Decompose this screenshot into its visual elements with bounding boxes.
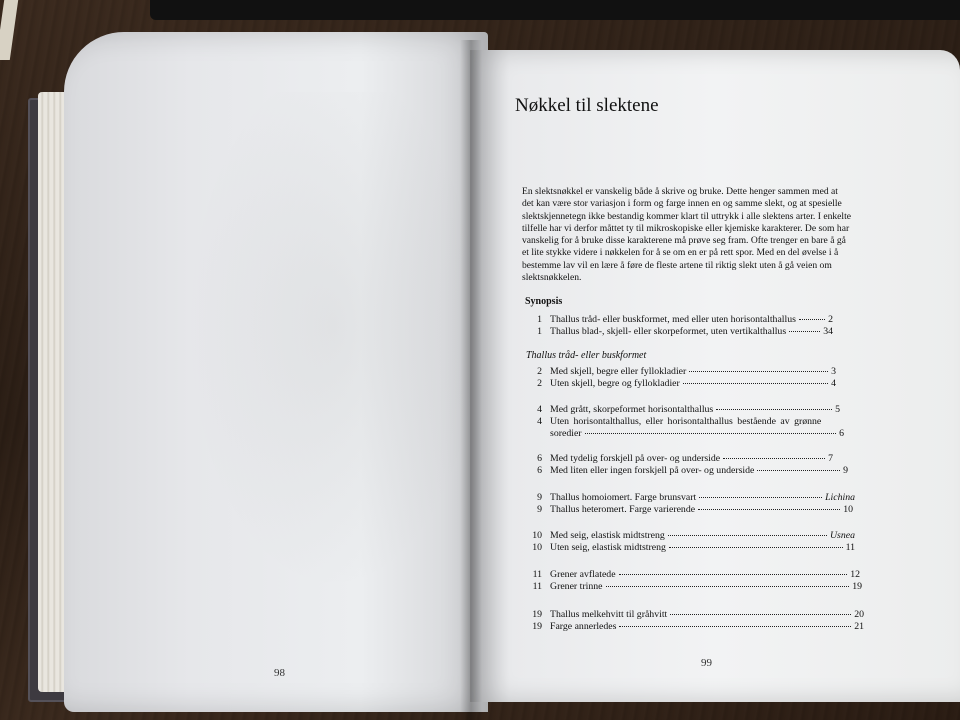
- couplet-text: Thallus homoiomert. Farge brunsvart: [550, 492, 697, 503]
- right-page-number: 99: [701, 657, 712, 669]
- couplet-text: Thallus tråd- eller buskformet, med eller uten horisontalthallus: [550, 314, 796, 325]
- leader-dots: [683, 383, 828, 384]
- key-row: [528, 621, 864, 632]
- couplet-target: 4: [831, 378, 836, 389]
- couplet-target: 2: [828, 314, 833, 325]
- leader-dots: [789, 331, 820, 332]
- key-row: [528, 542, 855, 553]
- synopsis-row: [528, 314, 833, 325]
- leader-dots: [668, 535, 827, 536]
- couplet-number: 4: [537, 416, 542, 427]
- key-row: [528, 492, 855, 503]
- leader-dots: [606, 586, 850, 587]
- couplet-number: 1: [537, 326, 542, 337]
- couplet-number: 6: [537, 465, 542, 476]
- leader-dots: [669, 547, 843, 548]
- leader-dots: [670, 614, 851, 615]
- couplet-text: Farge annerledes: [550, 621, 617, 632]
- couplet-number: 11: [532, 569, 542, 580]
- couplet-text: Uten seig, elastisk midtstreng: [550, 542, 666, 553]
- synopsis-heading: Synopsis: [525, 296, 563, 307]
- couplet-target: 6: [839, 428, 844, 439]
- key-row-continued: [528, 428, 844, 439]
- couplet-target: 9: [843, 465, 848, 476]
- couplet-number: 10: [532, 542, 542, 553]
- leader-dots: [619, 626, 851, 627]
- couplet-target: 20: [854, 609, 864, 620]
- key-row: [528, 378, 836, 389]
- couplet-target-genus: Lichina: [825, 492, 855, 503]
- leader-dots: [757, 470, 840, 471]
- couplet-target: 34: [823, 326, 833, 337]
- couplet-target: 10: [843, 504, 853, 515]
- couplet-number: 1: [537, 314, 542, 325]
- couplet-number: 11: [532, 581, 542, 592]
- key-row: [528, 416, 840, 427]
- couplet-text: Med tydelig forskjell på over- og underside: [550, 453, 721, 464]
- leader-dots: [723, 458, 825, 459]
- couplet-text: soredier: [550, 428, 582, 439]
- intro-paragraph: En slektsnøkkel er vanskelig både å skrive og bruke. Dette henger sammen med at det kan være stor variasjon i form og farge innen en og samme slekt, og at spesielle slektskjennetegn ikke bestandig kommer klart til uttrykk i alle slektens arter. I enkelte tilfelle har vi derfor måttet ty til mikroskopiske eller kjemiske karakterer. De som har vanskelig for å bruke disse karakterene må prøve seg fram. Ofte trenger en bare å gå et lite stykke videre i nøkkelen for å se om en er på rett spor. Med en del øvelse i å bestemme lav vil en lære å føre de fleste artene til riktig slekt uten å gå veien om slektsnøkkelen.: [522, 186, 852, 284]
- couplet-target: 7: [828, 453, 833, 464]
- couplet-number: 10: [532, 530, 542, 541]
- couplet-target: 3: [831, 366, 836, 377]
- couplet-number: 2: [537, 378, 542, 389]
- couplet-number: 19: [532, 621, 542, 632]
- couplet-number: 2: [537, 366, 542, 377]
- couplet-target: 21: [854, 621, 864, 632]
- left-page-number: 98: [274, 667, 285, 679]
- couplet-text: Thallus heteromert. Farge varierende: [550, 504, 696, 515]
- couplet-text: Grener trinne: [550, 581, 603, 592]
- key-row: [528, 453, 833, 464]
- couplet-text: Grener avflatede: [550, 569, 616, 580]
- section-subheading: Thallus tråd- eller buskformet: [526, 350, 647, 361]
- leader-dots: [585, 433, 837, 434]
- key-row: [528, 366, 836, 377]
- key-row: [528, 465, 848, 476]
- key-row: [528, 569, 860, 580]
- couplet-text: Uten skjell, begre og fyllokladier: [550, 378, 680, 389]
- couplet-target: 5: [835, 404, 840, 415]
- couplet-number: 9: [537, 504, 542, 515]
- leader-dots: [799, 319, 825, 320]
- couplet-text: Med seig, elastisk midtstreng: [550, 530, 665, 541]
- couplet-text: Thallus melkehvitt til gråhvitt: [550, 609, 668, 620]
- book-gutter: [460, 40, 482, 720]
- couplet-text: Med liten eller ingen forskjell på over- og underside: [550, 465, 755, 476]
- leader-dots: [619, 574, 848, 575]
- couplet-number: 4: [537, 404, 542, 415]
- leader-dots: [716, 409, 832, 410]
- couplet-target-genus: Usnea: [829, 530, 855, 541]
- couplet-text: Uten horisontalthallus, eller horisontalthallus bestående av grønne: [550, 416, 822, 427]
- couplet-text: Med skjell, begre eller fyllokladier: [550, 366, 687, 377]
- couplet-target: 11: [845, 542, 855, 553]
- key-row: [528, 609, 864, 620]
- couplet-number: 19: [532, 609, 542, 620]
- left-page: [64, 32, 488, 712]
- key-row: [528, 404, 840, 415]
- couplet-number: 6: [537, 453, 542, 464]
- synopsis-row: [528, 326, 833, 337]
- couplet-target: 19: [852, 581, 862, 592]
- leader-dots: [699, 497, 822, 498]
- dark-object-top: [150, 0, 960, 20]
- couplet-number: 9: [537, 492, 542, 503]
- couplet-text: Thallus blad-, skjell- eller skorpeformet, uten vertikalthallus: [550, 326, 787, 337]
- key-row: [528, 504, 853, 515]
- couplet-target: 12: [850, 569, 860, 580]
- leader-dots: [689, 371, 828, 372]
- couplet-text: Med grått, skorpeformet horisontalthallus: [550, 404, 714, 415]
- leader-dots: [698, 509, 840, 510]
- page-title: Nøkkel til slektene: [515, 95, 659, 116]
- show-through: [174, 92, 494, 612]
- key-row: [528, 530, 855, 541]
- key-row: [528, 581, 862, 592]
